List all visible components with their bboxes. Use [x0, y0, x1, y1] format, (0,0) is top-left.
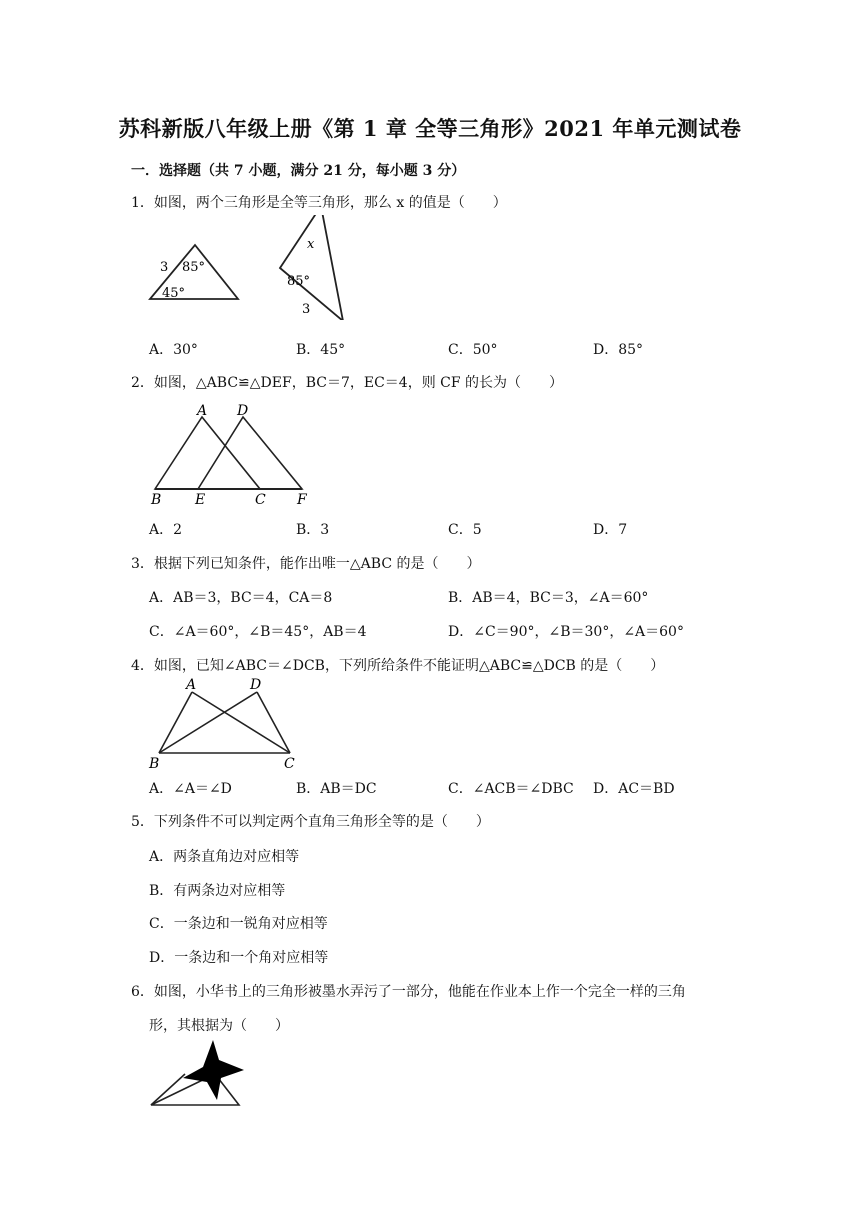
label-d: D: [237, 403, 249, 419]
q2-option-a: A．2: [149, 522, 183, 538]
q1-option-c: C．50°: [448, 342, 498, 358]
label-side-3-right: 3: [302, 302, 311, 317]
label-b: B: [149, 756, 160, 772]
question-1-stem: 1．如图，两个三角形是全等三角形，那么 x 的值是（ ）: [131, 195, 507, 211]
label-b: B: [151, 492, 162, 508]
question-5-stem: 5．下列条件不可以判定两个直角三角形全等的是（ ）: [131, 814, 490, 830]
q2-option-d: D．7: [593, 522, 628, 538]
label-a: A: [197, 403, 208, 419]
label-a: A: [186, 677, 197, 693]
left-side: [151, 1074, 185, 1105]
label-f: F: [297, 492, 307, 508]
q2-option-b: B．3: [296, 522, 330, 538]
label-angle-85-left: 85°: [182, 260, 206, 275]
question-4-stem: 4．如图，已知∠ABC＝∠DCB，下列所给条件不能证明△ABC≌△DCB 的是（ ）: [131, 658, 665, 674]
q5-option-c: C．一条边和一锐角对应相等: [149, 916, 328, 932]
q4-option-c: C．∠ACB＝∠DBC: [448, 781, 574, 797]
q1-option-d: D．85°: [593, 342, 644, 358]
ink-blot: [183, 1040, 244, 1100]
q5-option-d: D．一条边和一个角对应相等: [149, 950, 329, 966]
segment-d-c: [257, 692, 290, 753]
label-c: C: [284, 756, 295, 772]
q1-option-a: A．30°: [149, 342, 198, 358]
q5-option-a: A．两条直角边对应相等: [149, 849, 300, 865]
q4-option-d: D．AC＝BD: [593, 781, 675, 797]
page-title: 苏科新版八年级上册《第 1 章 全等三角形》2021 年单元测试卷: [118, 116, 742, 141]
section-heading: 一．选择题（共 7 小题，满分 21 分，每小题 3 分）: [131, 163, 466, 179]
q5-option-b: B．有两条边对应相等: [149, 883, 286, 899]
question-6-stem-line-1: 6．如图，小华书上的三角形被墨水弄污了一部分，他能在作业本上作一个完全一样的三角: [131, 984, 686, 1000]
question-4-figure: [145, 676, 305, 776]
q4-option-a: A．∠A＝∠D: [149, 781, 232, 797]
question-2-figure: [145, 400, 325, 510]
triangle-def: [198, 417, 302, 489]
q3-option-a: A．AB＝3，BC＝4，CA＝8: [149, 590, 333, 606]
right-triangle: [280, 215, 343, 320]
label-angle-85-right: 85°: [287, 274, 311, 289]
label-side-3-left: 3: [160, 260, 169, 275]
question-6-figure: [145, 1036, 255, 1111]
q4-option-b: B．AB＝DC: [296, 781, 377, 797]
label-angle-45: 45°: [162, 286, 186, 301]
q3-option-d: D．∠C＝90°，∠B＝30°，∠A＝60°: [448, 624, 684, 640]
q3-option-b: B．AB＝4，BC＝3，∠A＝60°: [448, 590, 649, 606]
segment-a-b: [159, 692, 192, 753]
label-d: D: [250, 677, 262, 693]
label-e: E: [195, 492, 206, 508]
triangle-abc: [155, 417, 260, 489]
label-angle-x: x: [307, 237, 315, 252]
question-1-figure: [140, 215, 370, 320]
question-6-stem-line-2: 形，其根据为（ ）: [149, 1018, 289, 1034]
question-2-stem: 2．如图，△ABC≌△DEF，BC＝7，EC＝4，则 CF 的长为（ ）: [131, 375, 564, 391]
q1-option-b: B．45°: [296, 342, 346, 358]
q2-option-c: C．5: [448, 522, 482, 538]
label-c: C: [255, 492, 266, 508]
q3-option-c: C．∠A＝60°，∠B＝45°，AB＝4: [149, 624, 367, 640]
question-3-stem: 3．根据下列已知条件，能作出唯一△ABC 的是（ ）: [131, 556, 481, 572]
